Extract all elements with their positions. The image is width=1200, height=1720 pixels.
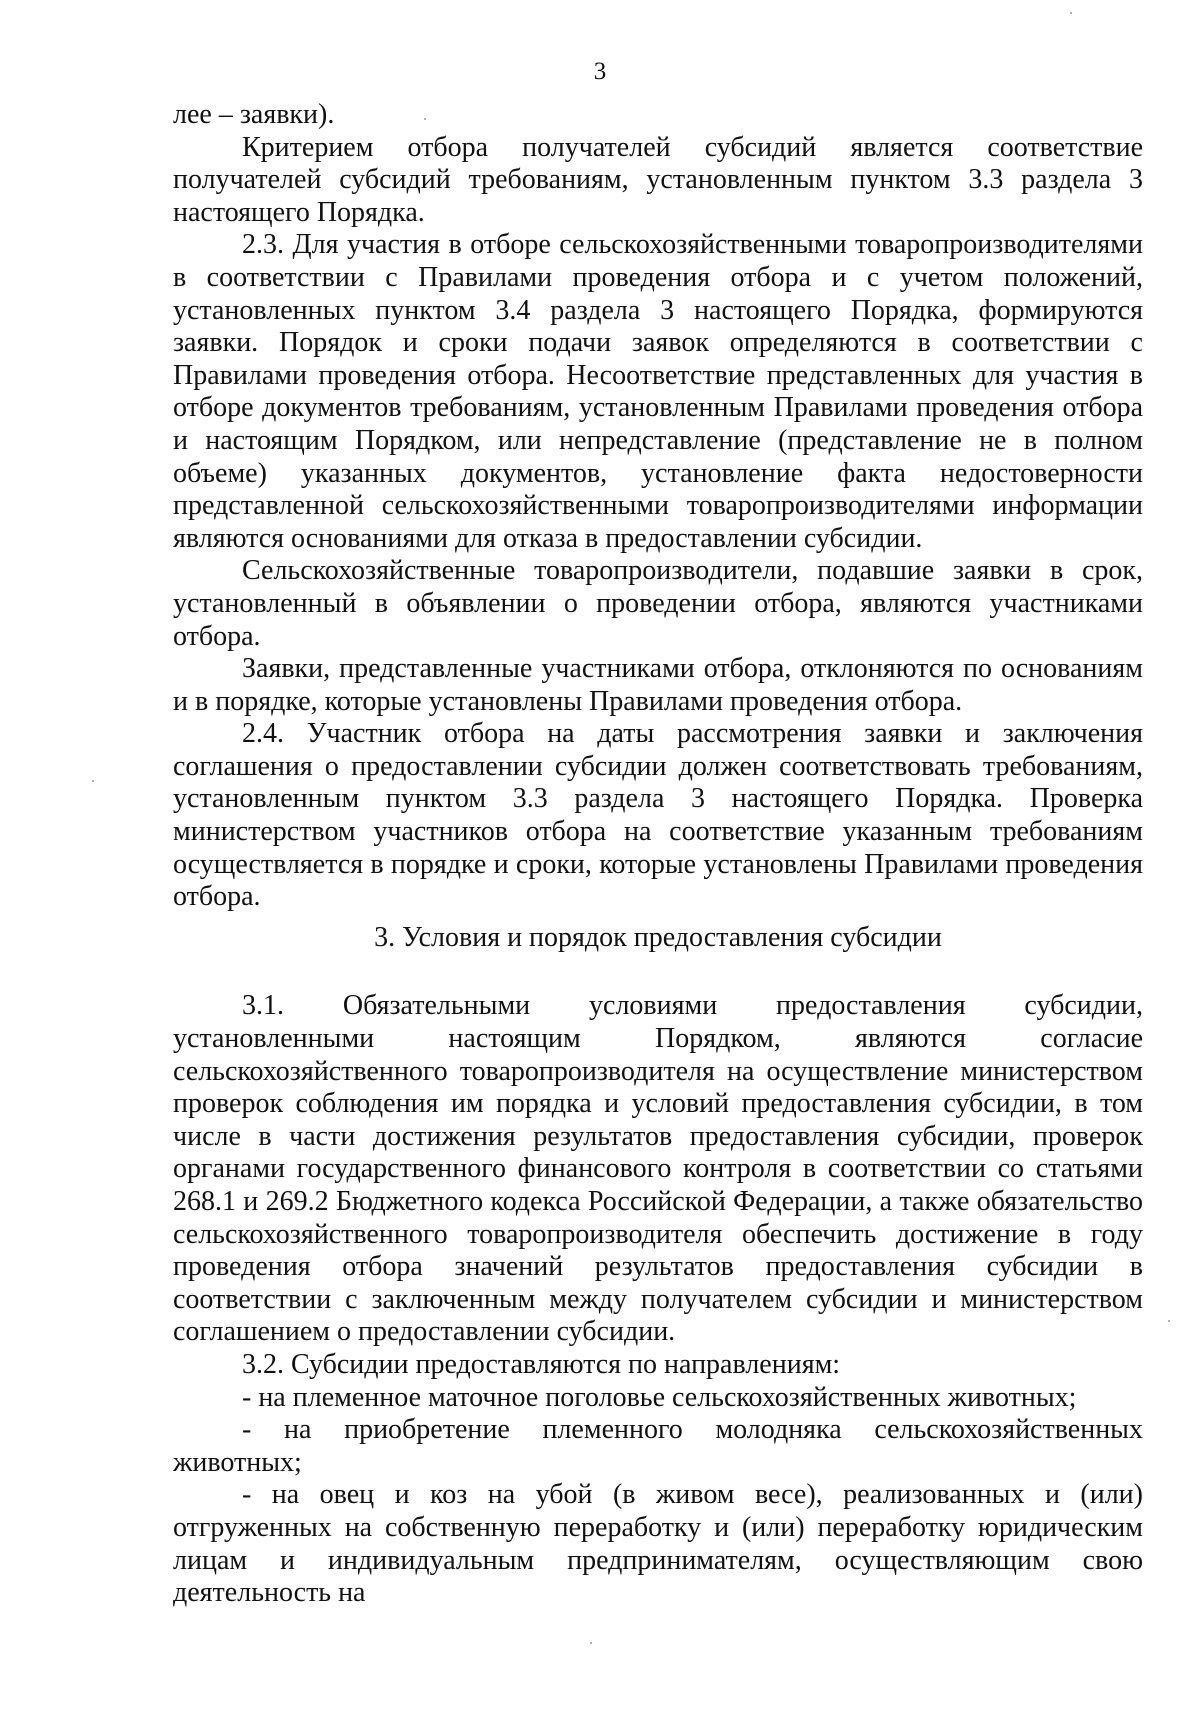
paragraph-continuation: лее – заявки). (173, 99, 335, 130)
list-item-breeding-stock: - на племенное маточное поголовье сельскохозяйственных животных; (242, 1381, 1077, 1413)
paragraph-3-1: 3.1. Обязательными условиями предоставления субсидии, установленными настоящим Порядком, являются согласие сельскохозяйственного товаропроизводителя на осуществление министерством проверок соблюдения им порядка и условий предоставления субсидии, в том числе в части достижения результатов предоставления субсидии, проверок органами государственного финансового контроля в соответствии со статьями 268.1 и 269.2 Бюджетного кодекса Российской Федерации, а также обязательство сельскохозяйственного товаропроизводителя обеспечить достижение в году проведения отбора значений результатов предоставления субсидии в соответствии с заключенным между получателем субсидии и министерством соглашением о предоставлении субсидии. (173, 990, 1143, 1348)
scan-speck (1070, 12, 1072, 14)
scan-speck (92, 780, 94, 782)
page-number: 3 (593, 58, 607, 85)
paragraph-rejection: Заявки, представленные участниками отбора, отклоняются по основаниям и в порядке, которые установлены Правилами проведения отбора. (173, 653, 1143, 717)
paragraph-2-4: 2.4. Участник отбора на даты рассмотрения заявки и заключения соглашения о предоставлении субсидии должен соответствовать требованиям, установленным пунктом 3.3 раздела 3 настоящего Порядка. Проверка министерством участников отбора на соответствие указанным требованиям осуществляется в порядке и сроки, которые установлены Правилами проведения отбора. (173, 718, 1143, 913)
paragraph-participants: Сельскохозяйственные товаропроизводители, подавшие заявки в срок, установленный в объявлении о проведении отбора, являются участниками отбора. (173, 555, 1143, 652)
list-item-sheep-goats: - на овец и коз на убой (в живом весе), реализованных и (или) отгруженных на собственную переработку и (или) переработку юридическим лицам и индивидуальным предпринимателям, осуществляющим свою деятельность на (173, 1479, 1143, 1609)
paragraph-selection-criterion: Критерием отбора получателей субсидий является соответствие получателей субсидий требованиям, установленным пунктом 3.3 раздела 3 настоящего Порядка. (173, 131, 1143, 228)
scan-speck (1168, 1320, 1170, 1322)
document-body (173, 99, 1143, 1610)
section-heading: 3. Условия и порядок предоставления субсидии (374, 921, 942, 953)
scan-speck (590, 1642, 592, 1644)
list-item-young-stock: - на приобретение племенного молодняка сельскохозяйственных животных; (173, 1414, 1143, 1478)
scan-speck (424, 118, 426, 120)
paragraph-3-2: 3.2. Субсидии предоставляются по направлениям: (242, 1348, 841, 1380)
paragraph-2-3: 2.3. Для участия в отборе сельскохозяйственными товаропроизводителями в соответствии с Правилами проведения отбора и с учетом положений, установленных пунктом 3.4 раздела 3 настоящего Порядка, формируются заявки. Порядок и сроки подачи заявок определяются в соответствии с Правилами проведения отбора. Несоответствие представленных для участия в отборе документов требованиям, установленным Правилами проведения отбора и настоящим Порядком, или непредставление (представление не в полном объеме) указанных документов, установление факта недостоверности представленной сельскохозяйственными товаропроизводителями информации являются основаниями для отказа в предоставлении субсидии. (173, 229, 1143, 554)
